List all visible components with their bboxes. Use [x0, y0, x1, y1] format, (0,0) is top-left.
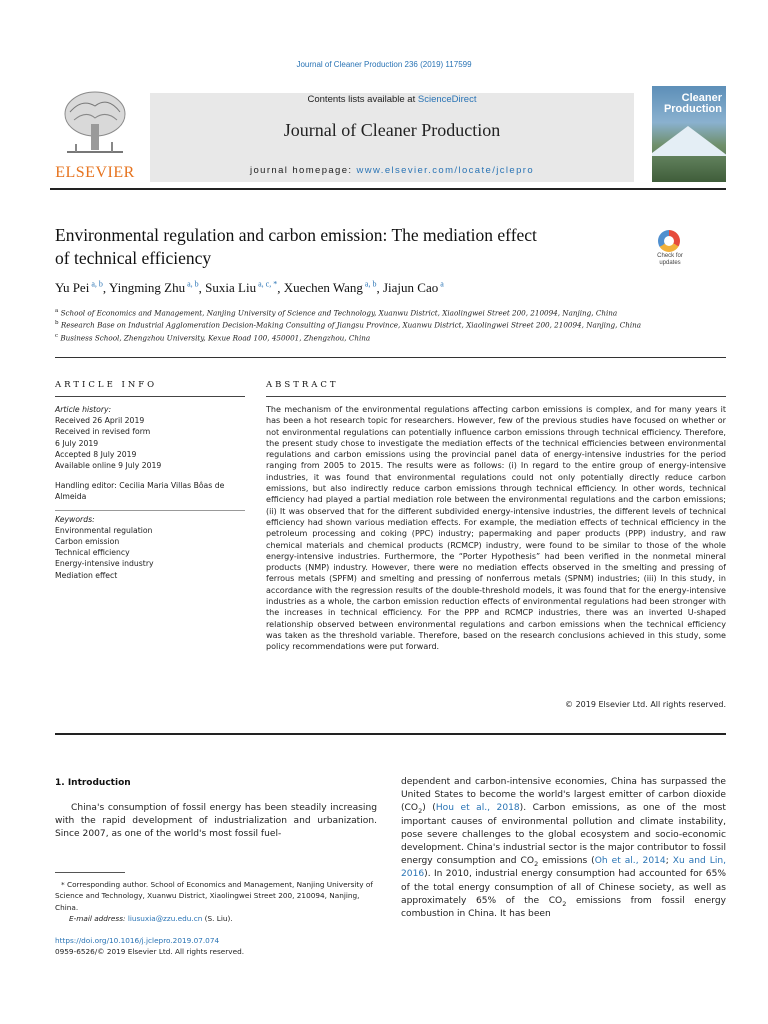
- subscript: 2: [534, 860, 539, 869]
- email-suffix: (S. Liu).: [202, 913, 233, 923]
- affiliation-mark: b: [55, 320, 59, 327]
- abstract-heading: ABSTRACT: [266, 380, 339, 390]
- elsevier-wordmark: ELSEVIER: [55, 164, 135, 181]
- keyword: Mediation effect: [55, 570, 118, 580]
- body-text: ). In 2010, industrial energy consumption had accounted for 65% of the total energy consumption of all of Chinese society, as well as approximately 65% of the CO: [401, 869, 726, 906]
- author[interactable]: [205, 280, 277, 295]
- history-label: Article history:: [55, 405, 112, 414]
- body-text: dependent and carbon-intensive economies, China has surpassed the United States to become the world's largest emitter of carbon dioxide (CO: [401, 777, 726, 814]
- handling-editor: Handling editor: Cecilia Maria Villas Bôas de Almeida: [55, 481, 225, 502]
- history-line: Available online 9 July 2019: [55, 461, 162, 471]
- journal-cover-image[interactable]: [652, 86, 726, 182]
- author-affiliation-marks[interactable]: a, b: [362, 280, 377, 289]
- cover-mountain: [652, 126, 726, 156]
- history-line: Received 26 April 2019: [55, 416, 145, 426]
- doi-block: [55, 936, 377, 957]
- section-divider: [55, 357, 726, 358]
- affiliation: [55, 318, 655, 330]
- journal-citation[interactable]: Journal of Cleaner Production 236 (2019) 117599: [296, 60, 472, 69]
- affiliation: [55, 306, 655, 318]
- author-affiliation-marks[interactable]: a, c, *: [256, 280, 278, 289]
- citation-link[interactable]: Xu and Lin, 2016: [401, 856, 726, 880]
- affiliation-text: Business School, Zhengzhou University, Kexue Road 100, 450001, Zhengzhou, China: [58, 333, 371, 343]
- elsevier-logo: [50, 88, 140, 184]
- doi-link[interactable]: https://doi.org/10.1016/j.jclepro.2019.07.074: [55, 936, 220, 945]
- author-list: Yu Pei $^{a, b}$, Yingming Zhu $^{a, b}$, Suxia Liu $^{a, c, *}$, Xuechen Wang $^{a, b}$, Jiajun Cao $^a$: [55, 280, 444, 296]
- contents-prefix: Contents lists available at: [307, 94, 418, 105]
- article-info-rule: [55, 396, 245, 397]
- journal-name: Journal of Cleaner Production: [283, 120, 501, 140]
- introduction-left-paragraph: China's consumption of fossil energy has been steadily increasing with the rapid development of industrialization and urbanization. Since 2007, as one of the world's most fossil fuel-: [55, 803, 377, 840]
- cover-title: [652, 93, 726, 115]
- keyword: Technical efficiency: [55, 548, 130, 558]
- history-line: Received in revised form: [55, 427, 151, 437]
- sciencedirect-link[interactable]: ScienceDirect: [417, 94, 477, 105]
- elsevier-tree-icon: [62, 88, 128, 158]
- abstract-text: The mechanism of the environmental regulations affecting carbon emissions is complex, and for many years it has been a hot research topic for researchers. However, few of the previous studies have focused on whether or not environmental regulations can potentially influence carbon emissions through technical efficiency. Therefore, the present study chose to investigate the mediation effects of the technical efficiencies between environmental regulations and carbon emissions using the provincial panel data of energy-intensive industries for the period ranging from 2005 to 2015. The results were as follows: (i) In regard to the entire group of energy-intensive industries, it was found that environmental regulations could not only potentially directly reduce carbon emissions, but also indirectly reduce carbon emissions through technical efficiency. In other words, technical efficiency had played a partial mediation role between the environmental regulations and the carbon emissions; (ii) It was observed that for the different subdivided energy-intensive industries, the different levels of technical efficiency had shown various mediation effects. For example, the mediation effects of technical efficiency in the petroleum processing and coking (PPC) industry; papermaking and paper products (PPP) industry, and raw chemical materials and chemical products (RCMCP) industry, were found to be similar to those of the whole energy-intensive industries. Furthermore, the “Porter Hypothesis” had been verified in the nonmetal mineral products (NMP) industry. However, there were no mediation effects observed in the smelting and pressing of ferrous metals (SPFM) and smelting and pressing of nonferrous metals (SPNM) industries; (iii) In this study, in accordance with the regression results of the double-threshold models, it was found that for the energy-intensive industries as a whole, the carbon emission reduction effects of environmental regulations had been stronger with the increases in technical efficiency. For the PPP and RCMCP industries, there was an inverted U-shaped relationship observed between environmental regulations and carbon emissions when the technical efficiency was taken as the threshold variable. Therefore, based on the research conclusions achieved in this study, some policy recommendations were put forward.: [266, 405, 726, 652]
- check-badge-line2: updates: [659, 259, 681, 266]
- affiliation: [55, 331, 655, 343]
- corresponding-author-footnote: [55, 879, 377, 924]
- abstract-rule: [266, 396, 726, 397]
- author-affiliation-marks[interactable]: a, b: [89, 280, 103, 289]
- subscript: 2: [562, 899, 567, 908]
- check-badge-text: [650, 253, 690, 266]
- email-link[interactable]: liusuxia@zzu.edu.cn: [127, 913, 203, 923]
- affiliation-text: Research Base on Industrial Agglomeration Decision-Making Consulting of Jiangsu Province, Xuanwu District, Xiaolingwei Street 200, 210094, Nanjing, China: [58, 320, 642, 330]
- copyright-notice: © 2019 Elsevier Ltd. All rights reserved.: [565, 700, 726, 709]
- author-name: Yu Pei: [55, 280, 90, 296]
- keyword: Energy-intensive industry: [55, 559, 154, 569]
- author-name: Jiajun Cao: [382, 280, 439, 296]
- author-name: Yingming Zhu: [108, 280, 186, 296]
- body-text: ) (: [422, 803, 436, 814]
- introduction-right-column: [401, 776, 726, 921]
- affiliation-text: School of Economics and Management, Nanjing University of Science and Technology, Xuanwu District, Xiaolingwei Street 200, 210094, Nanjing, China: [58, 308, 618, 318]
- author[interactable]: [284, 280, 377, 295]
- author-name: Suxia Liu: [205, 280, 257, 296]
- contents-line: [150, 94, 634, 105]
- article-title: [55, 224, 645, 270]
- homepage-line: [150, 165, 634, 176]
- journal-header-band: [150, 93, 634, 182]
- author[interactable]: [383, 280, 444, 295]
- article-info-heading: ARTICLE INFO: [55, 380, 158, 390]
- body-text: ;: [665, 856, 673, 867]
- affiliation-mark: c: [55, 332, 59, 339]
- title-line-2: of technical efficiency: [55, 248, 212, 268]
- cover-title-line2: Production: [663, 103, 722, 115]
- history-line: Accepted 8 July 2019: [55, 449, 137, 459]
- keywords-divider: [55, 510, 245, 511]
- citation-link[interactable]: Oh et al., 2014: [594, 856, 666, 867]
- subscript: 2: [418, 807, 423, 816]
- crossmark-icon: [658, 230, 680, 252]
- history-line: 6 July 2019: [55, 438, 99, 448]
- keyword: Carbon emission: [55, 537, 120, 547]
- footnote-rule: [55, 872, 125, 873]
- author-affiliation-marks[interactable]: a, b: [185, 280, 199, 289]
- homepage-prefix: journal homepage:: [249, 165, 357, 176]
- issn-line: 0959-6526/© 2019 Elsevier Ltd. All rights reserved.: [55, 946, 245, 956]
- body-text: emissions (: [538, 856, 595, 867]
- front-matter-divider: [55, 733, 726, 735]
- author[interactable]: [55, 280, 103, 295]
- keyword: Environmental regulation: [55, 525, 153, 535]
- email-label: E-mail address:: [69, 913, 128, 923]
- author[interactable]: [109, 280, 199, 295]
- title-line-1: Environmental regulation and carbon emission: The mediation effect: [55, 225, 537, 245]
- abstract-body: [266, 404, 726, 653]
- corresponding-author-text: * Corresponding author. School of Economics and Management, Nanjing University of Science and Technology, Xuanwu District, Xiaolingwei Street 200, 210094, Nanjing, China.: [55, 880, 373, 912]
- keywords-label: Keywords:: [55, 514, 95, 524]
- citation-link[interactable]: Hou et al., 2018: [435, 803, 520, 814]
- introduction-heading: 1. Introduction: [55, 778, 131, 788]
- check-badge-line1: Check for: [657, 253, 683, 259]
- affiliations: [55, 306, 655, 343]
- cover-title-line1: Cleaner: [681, 92, 722, 104]
- article-info-panel: [55, 404, 245, 581]
- journal-homepage-link[interactable]: www.elsevier.com/locate/jclepro: [356, 165, 535, 176]
- author-name: Xuechen Wang: [283, 280, 363, 296]
- check-for-updates-badge[interactable]: [650, 230, 690, 270]
- body-text: emissions from fossil energy combustion in China. It has been: [401, 895, 726, 920]
- body-text: ). Carbon emissions, as one of the most important causes of environmental pollution and climate instability, pose severe challenges to the global ecosystem and socio-economic development. China's industrial sector is the major contributor to fossil energy consumption and CO: [401, 803, 726, 867]
- affiliation-mark: a: [55, 308, 59, 314]
- author-affiliation-marks[interactable]: a: [438, 280, 444, 289]
- email-line: [55, 913, 377, 924]
- header-rule: [50, 188, 726, 190]
